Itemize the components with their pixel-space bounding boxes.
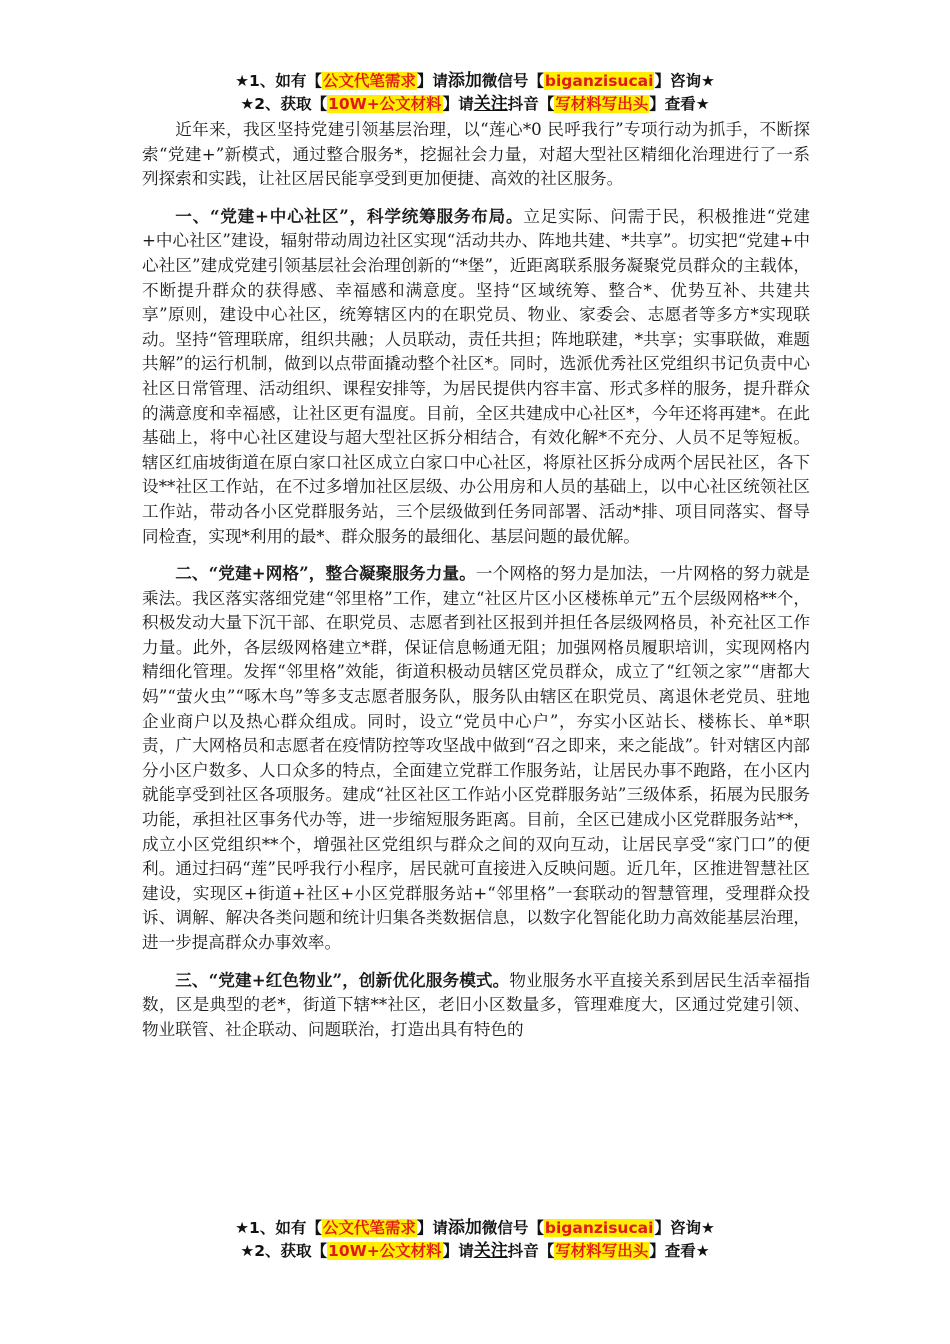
banner-text: 微信号【 bbox=[481, 1219, 544, 1237]
banner-line-2 bbox=[0, 93, 950, 116]
banner-text: 】请 bbox=[442, 95, 474, 113]
section-3-paragraph bbox=[142, 968, 810, 1043]
banner-line-1 bbox=[0, 70, 950, 93]
document-body bbox=[142, 118, 810, 1054]
banner-emphasis: 关注 bbox=[473, 1241, 508, 1261]
highlight-wechat-id: biganzisucai bbox=[544, 72, 654, 90]
banner-text: 】查看★ bbox=[649, 1242, 710, 1260]
banner-text: ★2、获取【 bbox=[240, 1242, 328, 1260]
highlight-douyin-id: 写材料写出头 bbox=[555, 1242, 649, 1260]
intro-paragraph: 近年来，我区坚持党建引领基层治理，以“莲心*0 民呼我行”专项行动为抓手，不断探索“党建+”新模式，通过整合服务*，挖掘社会力量，对超大型社区精细化治理进行了一系列探索和实践，让社区居民能享受到更加便捷、高效的社区服务。 bbox=[142, 120, 810, 189]
highlight-wechat-id: biganzisucai bbox=[544, 1219, 654, 1237]
highlight-douyin-id: 写材料写出头 bbox=[555, 95, 649, 113]
section-3-text: 物业服务水平直接关系到居民生活幸福指数，区是典型的老*，街道下辖**社区，老旧小区数量多，管理难度大，区通过党建引领、物业联管、社企联动、问题联治，打造出具有特色的 bbox=[142, 970, 810, 1039]
banner-text: 】请 bbox=[416, 1219, 448, 1237]
banner-text: 抖音【 bbox=[507, 95, 555, 113]
banner-text: 】咨询★ bbox=[654, 1219, 715, 1237]
section-2-paragraph bbox=[142, 561, 810, 956]
banner-text: 】查看★ bbox=[649, 95, 710, 113]
banner-text: 】请 bbox=[416, 72, 448, 90]
section-2-text: 一个网格的努力是加法，一片网格的努力就是乘法。我区落实落细党建“邻里格”工作，建立“社区片区小区楼栋单元”五个层级网格**个，积极发动大量下沉干部、在职党员、志愿者到社区报到并担任各层级网格员，补充社区工作力量。此外，各层级网格建立*群，保证信息畅通无阻；加强网格员履职培训，实现网格内精细化管理。发挥“邻里格”效能，街道积极动员辖区党员群众，成立了“红领之家”“唐都大妈”“萤火虫”“啄木鸟”等多支志愿者服务队，服务队由辖区在职党员、离退休老党员、驻地企业商户以及热心群众组成。同时，设立“党员中心户”，夯实小区站长、楼栋长、单*职责，广大网格员和志愿者在疫情防控等攻坚战中做到“召之即来，来之能战”。针对辖区内部分小区户数多、人口众多的特点，全面建立党群工作服务站，让居民办事不跑路，在小区内就能享受到社区各项服务。建成“社区社区工作站小区党群服务站”三级体系，拓展为民服务功能，承担社区事务代办等，进一步缩短服务距离。目前，全区已建成小区党群服务站**，成立小区党组织**个，增强社区党组织与群众之间的双向互动，让居民享受“家门口”的便利。通过扫码“莲”民呼我行小程序，居民就可直接进入反映问题。近几年，区推进智慧社区建设，实现区+街道+社区+小区党群服务站+“邻里格”一套联动的智慧管理，受理群众投诉、调解、解决各类问题和统计归集各类数据信息，以数字化智能化助力高效能基层治理，进一步提高群众办事效率。 bbox=[142, 564, 810, 952]
section-3-heading: 三、“党建+红色物业”，创新优化服务模式。 bbox=[175, 969, 510, 990]
top-banner bbox=[0, 70, 950, 116]
highlight-service: 公文代笔需求 bbox=[322, 1219, 416, 1237]
section-2-heading: 二、“党建+网格”，整合凝聚服务力量。 bbox=[175, 563, 476, 584]
highlight-materials: 10W+公文材料 bbox=[328, 95, 442, 113]
banner-text: ★1、如有【 bbox=[235, 72, 322, 90]
banner-text: ★1、如有【 bbox=[235, 1219, 322, 1237]
banner-text: 抖音【 bbox=[507, 1242, 555, 1260]
banner-line-1 bbox=[0, 1217, 950, 1240]
section-1-heading: 一、“党建+中心社区”，科学统筹服务布局。 bbox=[175, 205, 524, 226]
banner-emphasis: 关注 bbox=[473, 94, 508, 114]
highlight-service: 公文代笔需求 bbox=[322, 72, 416, 90]
banner-line-2 bbox=[0, 1240, 950, 1263]
banner-emphasis: 添加 bbox=[447, 71, 482, 91]
banner-text: ★2、获取【 bbox=[240, 95, 328, 113]
section-1-text: 立足实际、问需于民，积极推进“党建+中心社区”建设，辐射带动周边社区实现“活动共办、阵地共建、*共享”。切实把“党建+中心社区”建成党建引领基层社会治理创新的“*堡”，近距离联系服务凝聚党员群众的主载体，不断提升群众的获得感、幸福感和满意度。坚持“区域统筹、整合*、优势互补、共建共享”原则，建设中心社区，统筹辖区内的在职党员、物业、家委会、志愿者等多方*实现联动。坚持“管理联席，组织共融；人员联动，责任共担；阵地联建，*共享；实事联做，难题共解”的运行机制，做到以点带面撬动整个社区*。同时，选派优秀社区党组织书记负责中心社区日常管理、活动组织、课程安排等，为居民提供内容丰富、形式多样的服务，提升群众的满意度和幸福感，让社区更有温度。目前，全区共建成中心社区*，今年还将再建*。在此基础上，将中心社区建设与超大型社区拆分相结合，有效化解*不充分、人员不足等短板。辖区红庙坡街道在原白家口社区成立白家口中心社区，将原社区拆分成两个居民社区，各下设**社区工作站，在不过多增加社区层级、办公用房和人员的基础上，以中心社区统领社区工作站，带动各小区党群服务站，三个层级做到任务同部署、活动*排、项目同落实、督导同检查，实现*利用的最*、群众服务的最细化、基层问题的最优解。 bbox=[142, 206, 810, 546]
section-1-paragraph bbox=[142, 204, 810, 549]
highlight-materials: 10W+公文材料 bbox=[328, 1242, 442, 1260]
banner-text: 】请 bbox=[442, 1242, 474, 1260]
banner-text: 】咨询★ bbox=[654, 72, 715, 90]
bottom-banner bbox=[0, 1217, 950, 1263]
banner-emphasis: 添加 bbox=[447, 1218, 482, 1238]
banner-text: 微信号【 bbox=[481, 72, 544, 90]
